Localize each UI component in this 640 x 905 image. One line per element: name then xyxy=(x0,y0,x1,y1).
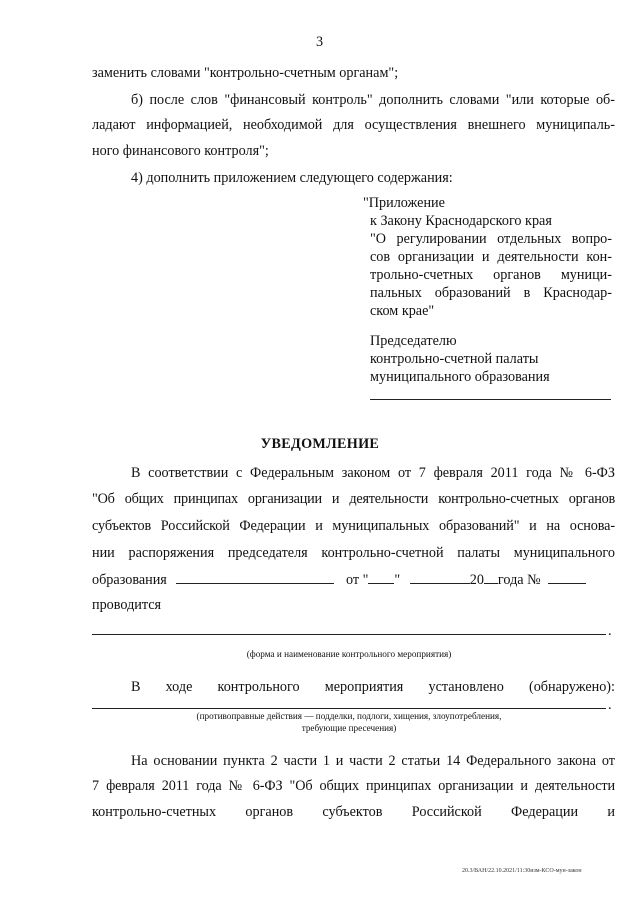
quote-close: " xyxy=(394,572,401,588)
notice-line1: В соответствии с Федеральным законом от 7 февраля 2011 года № 6-ФЗ xyxy=(131,465,615,481)
finding-word: ходе xyxy=(165,679,193,695)
appendix-line: к Закону Краснодарского края xyxy=(370,213,552,229)
finding-word: контрольного xyxy=(217,679,300,695)
paragraph-b-line2: ладают информацией, необходимой для осуществления внешнего муниципаль- xyxy=(92,117,615,133)
finding-line-period: . xyxy=(608,697,612,713)
year-word: года № xyxy=(497,572,541,588)
appendix-line: пальных образований в Краснодар- xyxy=(370,285,612,301)
appendix-line: ском крае" xyxy=(370,303,435,319)
year-blank[interactable] xyxy=(484,570,498,584)
month-blank[interactable] xyxy=(410,570,470,584)
appendix-line: сов организации и деятельности кон- xyxy=(370,249,612,265)
basis-line2: 7 февраля 2011 года № 6-ФЗ "Об общих принципах организации и деятельности xyxy=(92,778,615,794)
municipality-label: образования xyxy=(92,572,167,588)
form-caption: (форма и наименование контрольного мероприятия) xyxy=(246,649,452,659)
number-blank[interactable] xyxy=(548,570,586,584)
notice-line6: проводится xyxy=(92,597,162,613)
basis-line3 xyxy=(92,803,615,822)
addressee-line: Председателю xyxy=(370,333,457,349)
municipality-blank[interactable] xyxy=(176,570,334,584)
basis-word: органов xyxy=(245,804,294,820)
basis-word: субъектов xyxy=(322,804,383,820)
finding-word: В xyxy=(131,679,141,695)
footer-document-code: 20.3/ВАН/22.10.2021/11:30изм-КСО-мун-закон xyxy=(462,868,582,874)
basis-word: Федерации xyxy=(511,804,579,820)
paragraph-b-line3: ного финансового контроля"; xyxy=(92,143,269,159)
basis-word: Российской xyxy=(411,804,482,820)
basis-line1: На основании пункта 2 части 1 и части 2 статьи 14 Федерального закона от xyxy=(131,753,615,769)
page-number: 3 xyxy=(316,34,324,50)
paragraph-item4: 4) дополнить приложением следующего содержания: xyxy=(131,170,453,186)
appendix-line: "Приложение xyxy=(363,195,445,211)
finding-caption-line2: требующие пресечения) xyxy=(301,723,397,733)
finding-word: (обнаружено): xyxy=(528,679,615,695)
form-blank-line[interactable] xyxy=(92,634,606,635)
notice-line4: нии распоряжения председателя контрольно-счетной палаты муниципального xyxy=(92,545,615,561)
paragraph-replace-words: заменить словами "контрольно-счетным органам"; xyxy=(92,65,399,81)
finding-line xyxy=(131,678,615,697)
appendix-line: трольно-счетных органов муници- xyxy=(370,267,612,283)
paragraph-b-line1: б) после слов "финансовый контроль" дополнить словами "или которые об- xyxy=(131,92,615,108)
addressee-blank-line xyxy=(370,399,611,400)
basis-word: контрольно-счетных xyxy=(92,804,217,820)
addressee-line: муниципального образования xyxy=(370,369,550,385)
addressee-line: контрольно-счетной палаты xyxy=(370,351,539,367)
notice-line3: субъектов Российской Федерации и муниципальных образований" и на основа- xyxy=(92,518,615,534)
notice-title: УВЕДОМЛЕНИЕ xyxy=(260,436,380,452)
notice-line2: "Об общих принципах организации и деятельности контрольно-счетных органов xyxy=(92,491,615,507)
finding-word: мероприятия xyxy=(324,679,404,695)
from-label: от " xyxy=(345,572,369,588)
finding-word: установлено xyxy=(428,679,504,695)
appendix-line: "О регулировании отдельных вопро- xyxy=(370,231,612,247)
notice-line5 xyxy=(92,570,615,590)
finding-blank-line[interactable] xyxy=(92,708,606,709)
basis-word: и xyxy=(607,804,615,820)
form-line-period: . xyxy=(608,623,612,639)
year-prefix: 20 xyxy=(469,572,484,588)
day-blank[interactable] xyxy=(368,570,394,584)
finding-caption-line1: (противоправные действия — подделки, подлоги, хищения, злоупотребления, xyxy=(196,711,502,721)
